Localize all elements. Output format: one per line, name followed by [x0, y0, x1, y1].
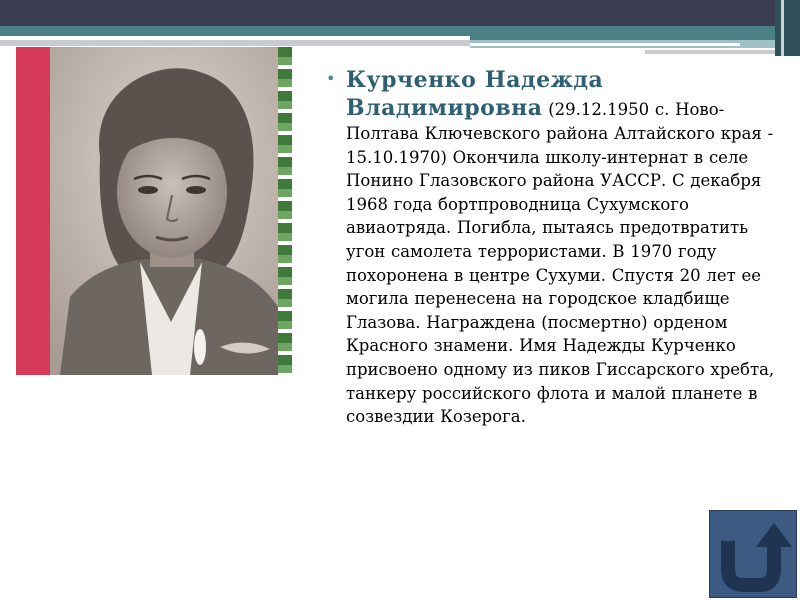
bullet-item [326, 66, 788, 429]
portrait-drawing [50, 47, 292, 375]
header-corner-strip [775, 0, 800, 56]
photo-red-background [16, 47, 50, 375]
u-turn-return-icon [710, 511, 796, 597]
biography-content [326, 66, 788, 429]
header-divider-line-right [470, 43, 740, 46]
back-button[interactable] [709, 510, 797, 598]
photo-portrait-area [50, 47, 292, 375]
header-bar-dark [0, 0, 800, 26]
biography-text: (29.12.1950 с. Ново-Полтава Ключевского района Алтайского края - 15.10.1970) Окончила школу-интернат в селе Понино Глазовского района УАССР. С декабря 1968 года бортпроводница Сухумского авиаотряда. Погибла, пытаясь предотвратить угон самолета террористами. В 1970 году похоронена в центре Сухуми. Спустя 20 лет ее могила перенесена на городское кладбище Глазова. Награждена (посмертно) орденом Красного знамени. Имя Надежды Курченко присвоено одному из пиков Гиссарского хребта, танкеру российского флота и малой планете в созвездии Козерога. [346, 100, 775, 427]
portrait-photo [16, 47, 292, 375]
person-name: Курченко Надежда Владимировна [346, 67, 604, 121]
header-gray-line [0, 40, 470, 46]
bullet-marker: • [326, 69, 336, 88]
photo-greenery-border [278, 47, 292, 375]
biography-paragraph [346, 66, 788, 429]
